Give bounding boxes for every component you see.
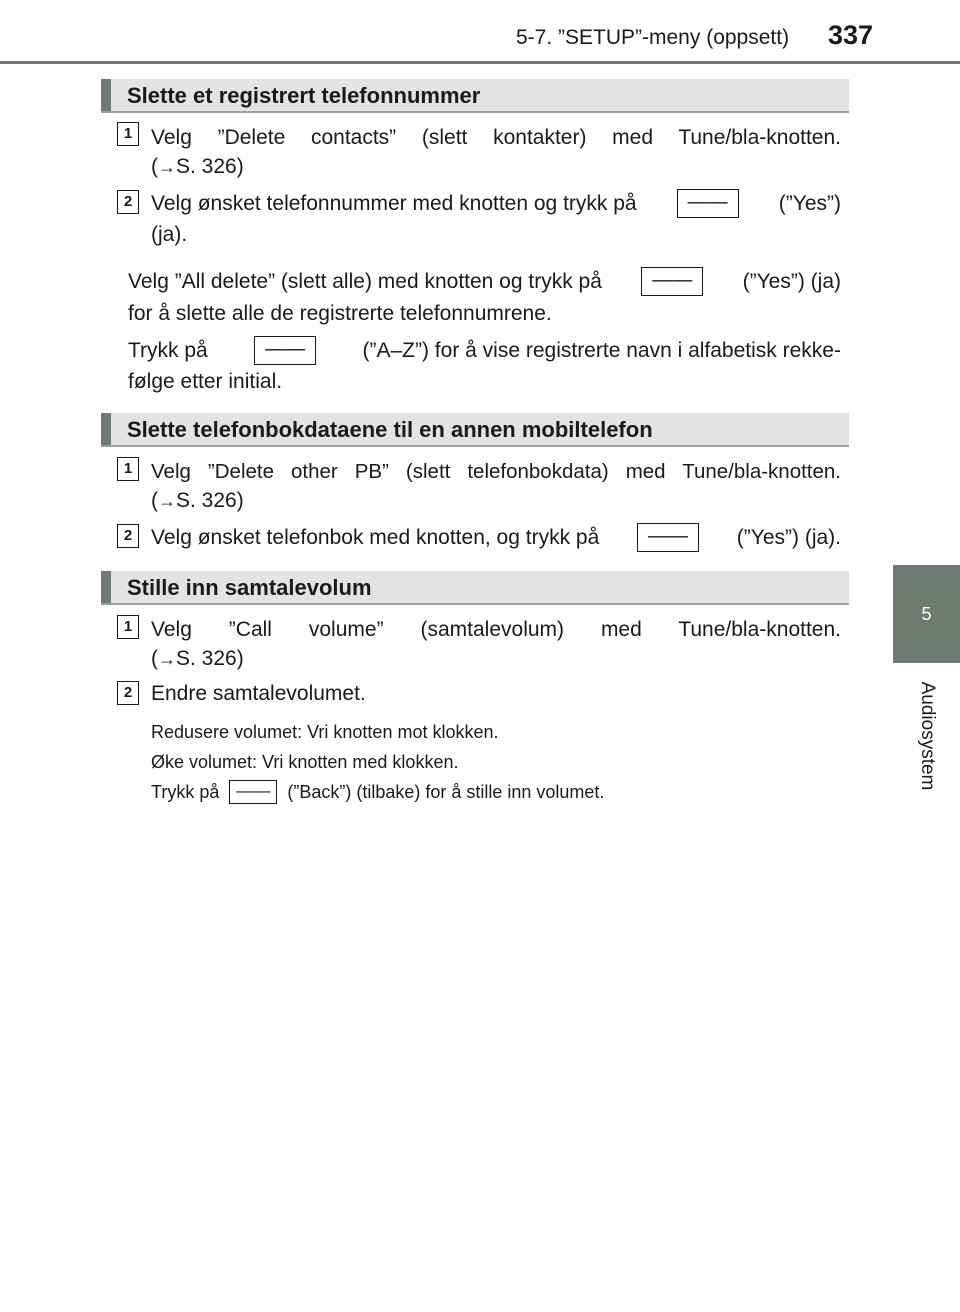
step-text: Endre samtalevolumet. xyxy=(151,682,366,705)
note-text-after: (”A–Z”) for å vise registrerte navn i alfabetisk rekke- xyxy=(362,339,841,362)
section-heading-delete-other-phonebook xyxy=(101,413,849,447)
arrow-right-icon: → xyxy=(158,491,176,511)
section-heading-delete-number xyxy=(101,79,849,113)
note-text-line2: følge etter initial. xyxy=(128,370,283,393)
step-badge: 1 xyxy=(117,122,139,146)
note-text xyxy=(128,266,841,297)
page-number: 337 xyxy=(828,20,874,50)
a-z-button-graphic: —— xyxy=(254,336,316,365)
step-badge: 2 xyxy=(117,681,139,705)
page-reference-text: S. 326) xyxy=(176,489,244,512)
note-text-line2: for å slette alle de registrerte telefonnumrene. xyxy=(128,302,552,325)
section-heading-label: Slette telefonbokdataene til en annen mobiltelefon xyxy=(127,417,653,442)
yes-button-graphic: —— xyxy=(677,189,739,218)
step-text-after: (”Yes”) (ja). xyxy=(736,526,841,549)
sub-note-after: (”Back”) (tilbake) for å stille inn volumet. xyxy=(287,782,605,802)
header-rule xyxy=(0,61,960,64)
sub-note-before: Trykk på xyxy=(151,782,220,802)
note-text-before: Velg ”All delete” (slett alle) med knotten og trykk på xyxy=(128,270,602,293)
step-text xyxy=(151,188,841,219)
sub-note: Øke volumet: Vri knotten med klokken. xyxy=(151,752,459,772)
step-badge: 1 xyxy=(117,457,139,481)
arrow-right-icon: → xyxy=(158,157,176,177)
section-heading-label: Slette et registrert telefonnummer xyxy=(127,83,481,108)
step-text xyxy=(151,522,841,553)
page-reference-text: S. 326) xyxy=(176,647,244,670)
section-heading-bar xyxy=(101,79,111,111)
page-reference: (→S. 326) xyxy=(151,489,244,512)
page-reference: (→S. 326) xyxy=(151,647,244,670)
sub-note xyxy=(151,779,604,805)
step-badge: 1 xyxy=(117,615,139,639)
note-text-after: (”Yes”) (ja) xyxy=(742,270,841,293)
step-text-before: Velg ønsket telefonnummer med knotten og trykk på xyxy=(151,192,637,215)
section-heading-bar xyxy=(101,571,111,603)
page-reference-text: S. 326) xyxy=(176,155,244,178)
section-heading-label: Stille inn samtalevolum xyxy=(127,575,372,600)
yes-button-graphic: —— xyxy=(641,267,703,296)
chapter-tab-number: 5 xyxy=(893,565,960,663)
section-heading-call-volume xyxy=(101,571,849,605)
sub-note: Redusere volumet: Vri knotten mot klokken. xyxy=(151,722,499,742)
chapter-tab xyxy=(893,671,960,801)
running-header-title: 5-7. ”SETUP”-meny (oppsett) xyxy=(516,26,790,49)
chapter-tab-label: Audiosystem xyxy=(916,681,938,791)
step-text: Velg ”Call volume” (samtalevolum) med Tune/bla-knotten. xyxy=(151,618,841,641)
yes-button-graphic: —— xyxy=(637,523,699,552)
step-badge: 2 xyxy=(117,524,139,548)
step-badge: 2 xyxy=(117,190,139,214)
arrow-right-icon: → xyxy=(158,649,176,669)
section-heading-bar xyxy=(101,413,111,445)
note-text-before: Trykk på xyxy=(128,339,208,362)
page-reference: (→S. 326) xyxy=(151,155,244,178)
step-text-before: Velg ønsket telefonbok med knotten, og trykk på xyxy=(151,526,600,549)
back-button-graphic: —— xyxy=(229,780,277,804)
step-text: Velg ”Delete other PB” (slett telefonbokdata) med Tune/bla-knotten. xyxy=(151,460,841,483)
step-text-line2: (ja). xyxy=(151,223,188,246)
note-text xyxy=(128,335,841,366)
step-text-after: (”Yes”) xyxy=(778,192,841,215)
step-text: Velg ”Delete contacts” (slett kontakter) med Tune/bla-knotten. xyxy=(151,126,841,149)
